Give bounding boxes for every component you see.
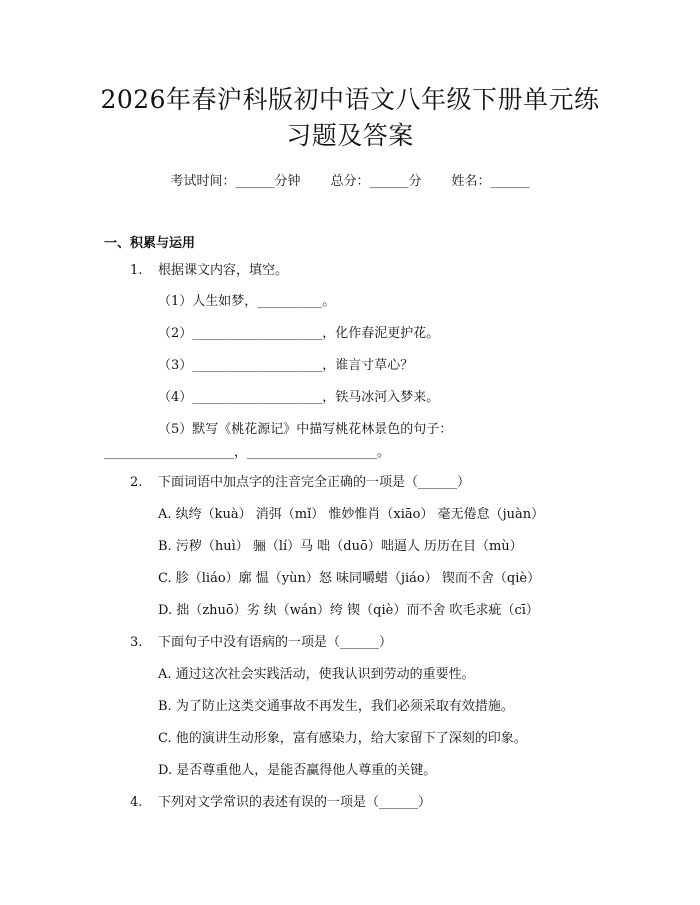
option-c: C. 胗（liáo）廓 愠（yùn）怒 味同嚼蜡（jiáo） 锲而不舍（qiè）: [158, 571, 541, 586]
question-1: [130, 262, 288, 280]
option-b: B. 为了防止这类交通事故不再发生，我们必须采取有效措施。: [158, 699, 514, 714]
option-d: D. 是否尊重他人，是能否赢得他人尊重的关键。: [158, 763, 437, 778]
question-3: [130, 634, 392, 652]
title-line-2: 习题及答案: [286, 121, 414, 150]
total-score: 总分：______分: [330, 174, 422, 189]
fill-item-5: （5）默写《桃花源记》中描写桃花林景色的句子：: [158, 422, 453, 437]
question-number: 2.: [130, 475, 143, 490]
question-number: 3.: [130, 635, 143, 650]
fill-item-1: （1）人生如梦，__________。: [158, 294, 336, 309]
student-name: 姓名：______: [451, 174, 530, 189]
option-a: A. 通过这次社会实践活动，使我认识到劳动的重要性。: [158, 667, 475, 682]
exam-time: 考试时间：______分钟: [170, 174, 301, 189]
option-b: B. 污秽（huì） 骊（lí）马 咄（duō）咄逼人 历历在目（mù）: [158, 539, 523, 554]
fill-item-5-continued: ____________________，____________________。: [104, 445, 390, 460]
question-text: 下面词语中加点字的注音完全正确的一项是（______）: [158, 475, 471, 490]
question-text: 根据课文内容，填空。: [158, 263, 289, 278]
fill-item-3: （3）____________________，谁言寸草心？: [158, 358, 414, 373]
title-line-1: 2026年春沪科版初中语文八年级下册单元练: [100, 85, 600, 114]
exam-meta: [0, 170, 700, 189]
option-d: D. 拙（zhuō）劣 纨（wán）绔 锲（qiè）而不舍 吹毛求疵（cī）: [158, 603, 539, 618]
question-2: [130, 474, 470, 492]
question-4: [130, 794, 431, 812]
document-title: [60, 82, 640, 154]
fill-item-2: （2）____________________，化作春泥更护花。: [158, 326, 440, 341]
question-text: 下列对文学常识的表述有误的一项是（______）: [158, 795, 432, 810]
question-number: 4.: [130, 795, 143, 810]
section-heading: 一、积累与运用: [104, 236, 196, 251]
option-a: A. 纨绔（kuà） 消弭（mǐ） 惟妙惟肖（xiāo） 毫无倦怠（juàn）: [158, 507, 545, 522]
question-text: 下面句子中没有语病的一项是（______）: [158, 635, 393, 650]
option-c: C. 他的演讲生动形象，富有感染力，给大家留下了深刻的印象。: [158, 731, 527, 746]
question-number: 1.: [130, 263, 143, 278]
fill-item-4: （4）____________________，铁马冰河入梦来。: [158, 390, 440, 405]
